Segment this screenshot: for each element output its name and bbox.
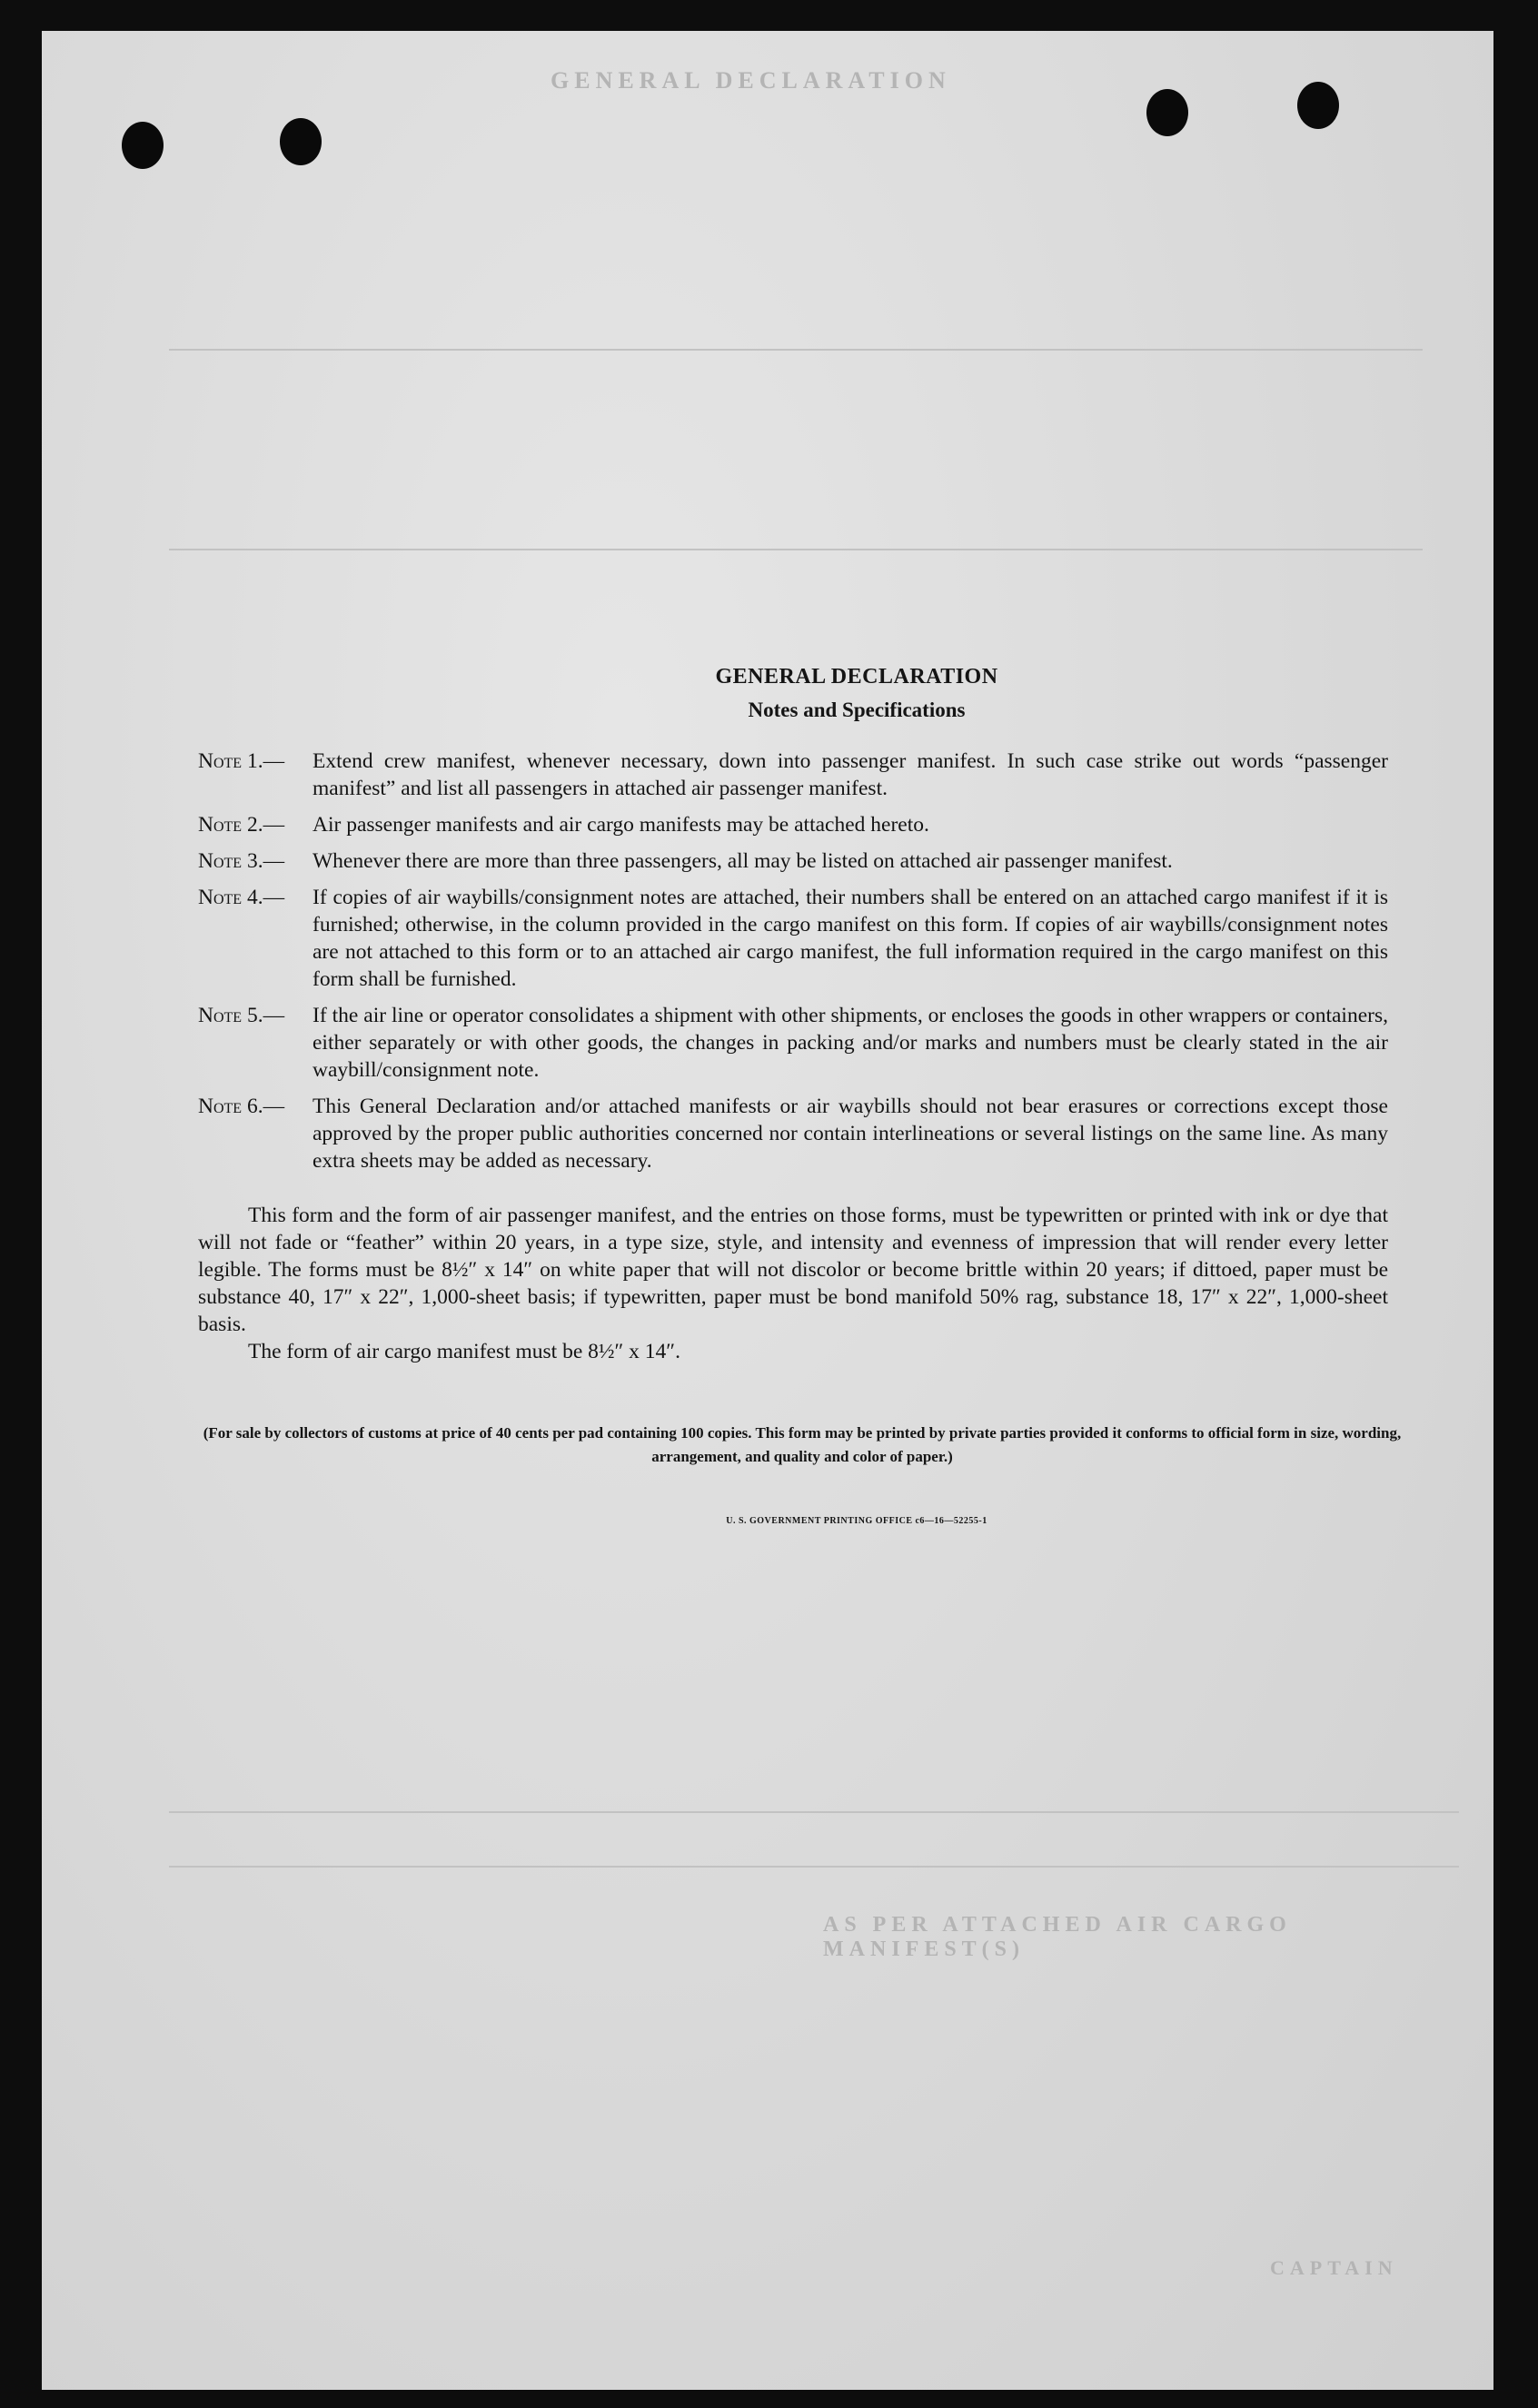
punch-hole-left-2 — [280, 118, 322, 165]
note-text: Extend crew manifest, whenever necessary, down into passenger manifest. In such case strike out words “passenger manifest” and list all passengers in attached air passenger manifest. — [313, 749, 1388, 800]
page-title: GENERAL DECLARATION — [715, 665, 998, 689]
show-through-banner: AS PER ATTACHED AIR CARGO MANIFEST(S) — [823, 1913, 1292, 1961]
cargo-manifest-size-line: The form of air cargo manifest must be 8½″ x 14″. — [248, 1340, 680, 1363]
note-text: If copies of air waybills/consignment notes are attached, their numbers shall be entered on an attached cargo manifest if it is furnished; otherwise, in the column provided in the cargo manifest on this form. If copies of air waybills/consignment notes are not attached to this form or to an attached air cargo manifest, the full information required in the cargo manifest on this form shall be furnished. — [313, 886, 1388, 991]
specifications-paragraph: This form and the form of air passenger manifest, and the entries on those forms, must be typewritten or printed with ink or dye that will not fade or “feather” within 20 years, in a type size, style, and intensity and evenness of impression that will render every letter legible. The forms must be 8½″ x 14″ on white paper that will not discolor or become brittle within 20 years; if dittoed, paper must be substance 40, 17″ x 22″, 1,000-sheet basis; if typewritten, paper must be bond manifold 50% rag, substance 18, 17″ x 22″, 1,000-sheet basis. — [198, 1204, 1388, 1336]
note-label: Note 3.— — [198, 849, 285, 873]
document-page — [42, 31, 1493, 2390]
note-4 — [198, 884, 1388, 993]
page-subtitle: Notes and Specifications — [748, 699, 966, 721]
note-label: Note 5.— — [198, 1004, 285, 1027]
note-label: Note 1.— — [198, 749, 285, 773]
punch-hole-left-1 — [122, 122, 164, 169]
note-2 — [198, 811, 1388, 838]
note-text: Air passenger manifests and air cargo manifests may be attached hereto. — [313, 813, 929, 837]
note-text: If the air line or operator consolidates a shipment with other shipments, or encloses the goods in other wrappers or containers, either separately or with other goods, the changes in packing and/or marks and numbers must be clearly stated in the air waybill/consignment note. — [313, 1004, 1388, 1082]
punch-hole-right-1 — [1146, 89, 1188, 136]
show-through-captain: CAPTAIN — [1270, 2256, 1398, 2279]
note-label: Note 2.— — [198, 813, 285, 837]
note-text: Whenever there are more than three passengers, all may be listed on attached air passenger manifest. — [313, 849, 1173, 873]
show-through-rule — [169, 1811, 1459, 1813]
notes-section — [198, 665, 1402, 1526]
note-3 — [198, 847, 1388, 875]
show-through-heading: GENERAL DECLARATION — [551, 67, 951, 94]
note-label: Note 6.— — [198, 1095, 285, 1118]
punch-hole-right-2 — [1297, 82, 1339, 129]
show-through-rule — [169, 349, 1423, 351]
show-through-rule — [169, 549, 1423, 550]
sale-notice: (For sale by collectors of customs at price of 40 cents per pad containing 100 copies. This form may be printed by private parties provided it conforms to official form in size, wording, arrangement, and quality and color of paper.) — [203, 1424, 1402, 1465]
printer-line: U. S. GOVERNMENT PRINTING OFFICE c6—16—52255-1 — [726, 1516, 987, 1526]
note-6 — [198, 1093, 1388, 1174]
note-5 — [198, 1002, 1388, 1084]
note-label: Note 4.— — [198, 886, 285, 909]
note-1 — [198, 748, 1388, 802]
note-text: This General Declaration and/or attached manifests or air waybills should not bear erasures or corrections except those approved by the proper public authorities concerned nor contain interlineations or several listings on the same line. As many extra sheets may be added as necessary. — [313, 1095, 1388, 1173]
show-through-rule — [169, 1866, 1459, 1868]
